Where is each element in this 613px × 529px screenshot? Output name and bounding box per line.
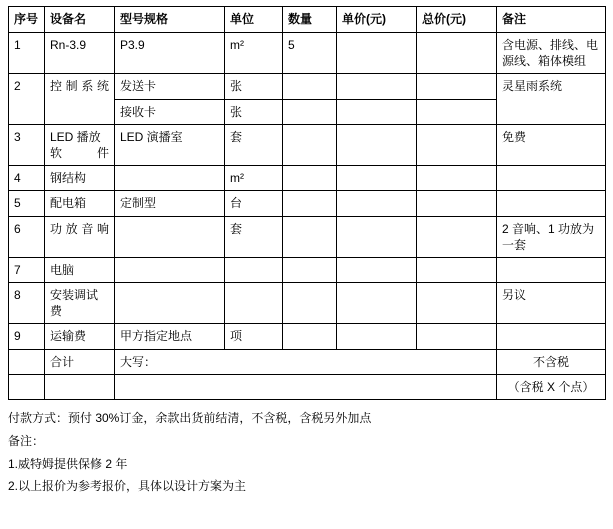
table-row	[9, 191, 606, 216]
cell-total-price	[417, 216, 497, 257]
cell-unit: m²	[225, 33, 283, 74]
cell-unit	[225, 283, 283, 324]
cell-unit	[225, 257, 283, 282]
cell-quantity	[283, 124, 337, 165]
cell-unit: 套	[225, 216, 283, 257]
cell-quantity	[283, 99, 337, 124]
cell-quantity	[283, 166, 337, 191]
remark-item-1: 1.威特姆提供保修 2 年	[8, 456, 128, 471]
cell-unit-price	[337, 124, 417, 165]
cell-device-name: 配电箱	[45, 191, 115, 216]
cell-total-price	[417, 99, 497, 124]
cell-device-name: 安装调试费	[45, 283, 115, 324]
cell-total-price	[417, 74, 497, 99]
cell-total-price	[417, 191, 497, 216]
cell-model-spec: LED 演播室	[115, 124, 225, 165]
cell-total-price	[417, 33, 497, 74]
cell-remark: 另议	[497, 283, 606, 324]
cell-total-price	[417, 166, 497, 191]
cell-unit: 项	[225, 324, 283, 349]
cell-index: 3	[9, 124, 45, 165]
cell-total-price	[417, 257, 497, 282]
remark-title: 备注：	[8, 433, 45, 448]
cell-index: 4	[9, 166, 45, 191]
summary-empty-name-2	[45, 374, 115, 399]
cell-model-spec	[115, 257, 225, 282]
cell-unit-price	[337, 216, 417, 257]
table-row	[9, 257, 606, 282]
cell-quantity	[283, 216, 337, 257]
cell-quantity	[283, 283, 337, 324]
cell-quantity	[283, 324, 337, 349]
remark-item-2: 2.以上报价为参考报价，具体以设计方案为主	[8, 479, 247, 494]
table-row	[9, 33, 606, 74]
cell-remark	[497, 324, 606, 349]
summary-tax-note-2: （含税 X 个点）	[497, 374, 606, 399]
cell-model-spec: 甲方指定地点	[115, 324, 225, 349]
summary-label: 合计	[45, 349, 115, 374]
cell-total-price	[417, 124, 497, 165]
cell-device-name: 运输费	[45, 324, 115, 349]
cell-quantity: 5	[283, 33, 337, 74]
header-model-spec: 型号规格	[115, 7, 225, 33]
table-row	[9, 166, 606, 191]
cell-index: 6	[9, 216, 45, 257]
cell-unit-price	[337, 283, 417, 324]
payment-terms: 付款方式：预付 30%订金，余款出货前结清，不含税，含税另外加点	[8, 411, 372, 425]
summary-tax-note-1: 不含税	[497, 349, 606, 374]
header-device-name: 设备名	[45, 7, 115, 33]
table-row	[9, 216, 606, 257]
cell-quantity	[283, 257, 337, 282]
summary-amount-in-words: 大写：	[115, 349, 497, 374]
cell-unit: 套	[225, 124, 283, 165]
cell-total-price	[417, 324, 497, 349]
cell-device-name: 钢结构	[45, 166, 115, 191]
cell-device-name: 控制系统	[45, 74, 115, 124]
cell-unit: 张	[225, 74, 283, 99]
quotation-table	[8, 6, 606, 400]
cell-device-name: 电脑	[45, 257, 115, 282]
cell-remark	[497, 257, 606, 282]
cell-index: 5	[9, 191, 45, 216]
cell-unit: 张	[225, 99, 283, 124]
cell-unit-price	[337, 99, 417, 124]
cell-total-price	[417, 283, 497, 324]
table-row	[9, 74, 606, 99]
summary-row	[9, 349, 606, 374]
summary-row-2	[9, 374, 606, 399]
header-index: 序号	[9, 7, 45, 33]
header-unit-price: 单价(元)	[337, 7, 417, 33]
cell-unit-price	[337, 33, 417, 74]
cell-index: 8	[9, 283, 45, 324]
cell-device-name: 功放音响	[45, 216, 115, 257]
summary-empty-index	[9, 349, 45, 374]
table-row	[9, 324, 606, 349]
cell-model-spec	[115, 283, 225, 324]
table-body	[9, 33, 606, 400]
cell-unit-price	[337, 191, 417, 216]
cell-remark: 2 音响、1 功放为一套	[497, 216, 606, 257]
cell-model-spec: P3.9	[115, 33, 225, 74]
cell-model-spec	[115, 166, 225, 191]
cell-unit: 台	[225, 191, 283, 216]
summary-empty-index-2	[9, 374, 45, 399]
header-unit: 单位	[225, 7, 283, 33]
cell-quantity	[283, 74, 337, 99]
cell-remark	[497, 166, 606, 191]
table-row	[9, 283, 606, 324]
table-header	[9, 7, 606, 33]
table-row	[9, 124, 606, 165]
cell-unit-price	[337, 166, 417, 191]
header-quantity: 数量	[283, 7, 337, 33]
cell-remark	[497, 191, 606, 216]
cell-index: 9	[9, 324, 45, 349]
cell-device-name: Rn-3.9	[45, 33, 115, 74]
cell-index: 1	[9, 33, 45, 74]
cell-model-spec: 发送卡	[115, 74, 225, 99]
cell-index: 2	[9, 74, 45, 124]
cell-remark: 免费	[497, 124, 606, 165]
cell-model-spec	[115, 216, 225, 257]
cell-unit-price	[337, 74, 417, 99]
cell-unit-price	[337, 324, 417, 349]
cell-model-spec: 接收卡	[115, 99, 225, 124]
cell-remark: 灵星雨系统	[497, 74, 606, 124]
header-total-price: 总价(元)	[417, 7, 497, 33]
cell-index: 7	[9, 257, 45, 282]
cell-model-spec: 定制型	[115, 191, 225, 216]
cell-device-name: LED 播放软件	[45, 124, 115, 165]
summary-empty-mid-2	[115, 374, 497, 399]
table-header-row	[9, 7, 606, 33]
cell-remark: 含电源、排线、电源线、箱体模组	[497, 33, 606, 74]
cell-quantity	[283, 191, 337, 216]
cell-unit-price	[337, 257, 417, 282]
header-remark: 备注	[497, 7, 606, 33]
cell-unit: m²	[225, 166, 283, 191]
footer-notes	[8, 407, 605, 498]
